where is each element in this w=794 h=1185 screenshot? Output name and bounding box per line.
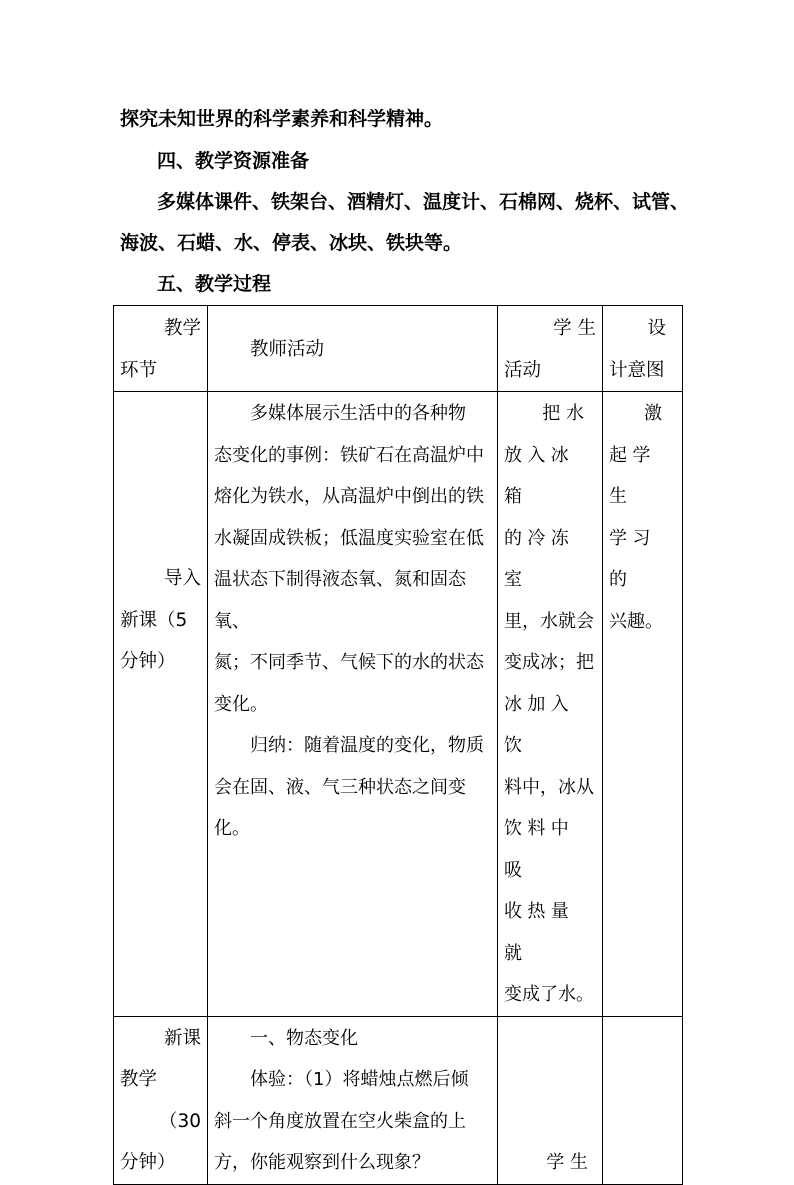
header-student-line: 活动	[504, 359, 542, 381]
lesson-process-table	[113, 305, 683, 1185]
resources-line-2: 海波、石蜡、水、停表、冰块、铁块等。	[120, 232, 463, 254]
stage-line: 分钟）	[120, 651, 176, 672]
student-line: 的冷冻室	[504, 527, 575, 590]
stage-line: 教学	[120, 1069, 158, 1090]
student-line: 里，水就会	[504, 610, 594, 632]
header-intent-line: 计意图	[609, 359, 665, 381]
intent-line: 激	[644, 403, 662, 424]
student-line: 学 生	[546, 1151, 588, 1173]
header-student-line: 学 生	[553, 318, 596, 339]
header-intent-line: 设	[647, 318, 666, 339]
teacher-line: 一、物态变化	[250, 1027, 358, 1049]
stage-line: 导入	[163, 568, 201, 589]
header-intent	[603, 306, 683, 392]
teacher-line: 温状态下制得液态氧、氮和固态氧、	[214, 569, 466, 632]
table-row-intro	[114, 392, 683, 1017]
student-line: 变成冰；把	[504, 652, 594, 673]
student-line: 收热量就	[504, 901, 575, 964]
teacher-line: 氮；不同季节、气候下的水的状态	[214, 652, 484, 673]
student-line: 饮料中吸	[504, 818, 575, 881]
teacher-line: 熔化为铁水，从高温炉中倒出的铁	[214, 486, 484, 507]
intent-line: 兴趣。	[609, 610, 663, 632]
teacher-line: 体验：（1）将蜡烛点燃后倾	[250, 1069, 469, 1090]
intro-continued-line: 探究未知世界的科学素养和科学精神。	[120, 108, 444, 130]
student-line: 把 水	[542, 403, 584, 424]
intent-cell-new-lesson	[603, 1016, 683, 1184]
resources-line-1: 多媒体课件、铁架台、酒精灯、温度计、石棉网、烧杯、试管、	[157, 191, 690, 213]
teacher-line: 水凝固成铁板；低温度实验室在低	[214, 527, 484, 549]
header-stage-line: 教学	[163, 318, 201, 339]
stage-line: 新课（5	[120, 609, 188, 631]
teacher-line: 归纳：随着温度的变化，物质	[250, 735, 484, 756]
student-cell-intro	[498, 392, 603, 1017]
student-line: 变成了水。	[504, 984, 594, 1005]
teacher-line: 变化。	[214, 693, 268, 715]
stage-cell-intro	[114, 392, 208, 1017]
table-row-new-lesson	[114, 1016, 683, 1184]
student-cell-new-lesson	[498, 1016, 603, 1184]
teacher-line: 态变化的事例：铁矿石在高温炉中	[214, 444, 484, 466]
heading-resources: 四、教学资源准备	[157, 150, 310, 172]
stage-line: （30	[158, 1110, 201, 1132]
stage-line: 分钟）	[120, 1152, 176, 1173]
header-teacher-label: 教师活动	[250, 339, 325, 360]
header-stage-line: 环节	[120, 359, 158, 381]
table-header-row	[114, 306, 683, 392]
intent-cell-intro	[603, 392, 683, 1017]
teacher-line: 会在固、液、气三种状态之间变化。	[214, 776, 466, 839]
teacher-line: 方，你能观察到什么现象？	[214, 1152, 430, 1173]
teacher-cell-intro	[208, 392, 498, 1017]
header-teacher	[208, 306, 498, 392]
header-student	[498, 306, 603, 392]
intent-line: 起学生	[609, 444, 656, 507]
student-line: 冰加入饮	[504, 693, 575, 756]
header-stage	[114, 306, 208, 392]
student-line: 料中，冰从	[504, 776, 594, 798]
intent-line: 学习的	[609, 527, 656, 590]
stage-cell-new-lesson	[114, 1016, 208, 1184]
teacher-line: 多媒体展示生活中的各种物	[250, 403, 466, 424]
stage-line: 新课	[163, 1027, 201, 1049]
teacher-cell-new-lesson	[208, 1016, 498, 1184]
student-line: 放入冰箱	[504, 444, 575, 507]
teacher-line: 斜一个角度放置在空火柴盒的上	[214, 1110, 466, 1132]
heading-process: 五、教学过程	[157, 273, 272, 295]
